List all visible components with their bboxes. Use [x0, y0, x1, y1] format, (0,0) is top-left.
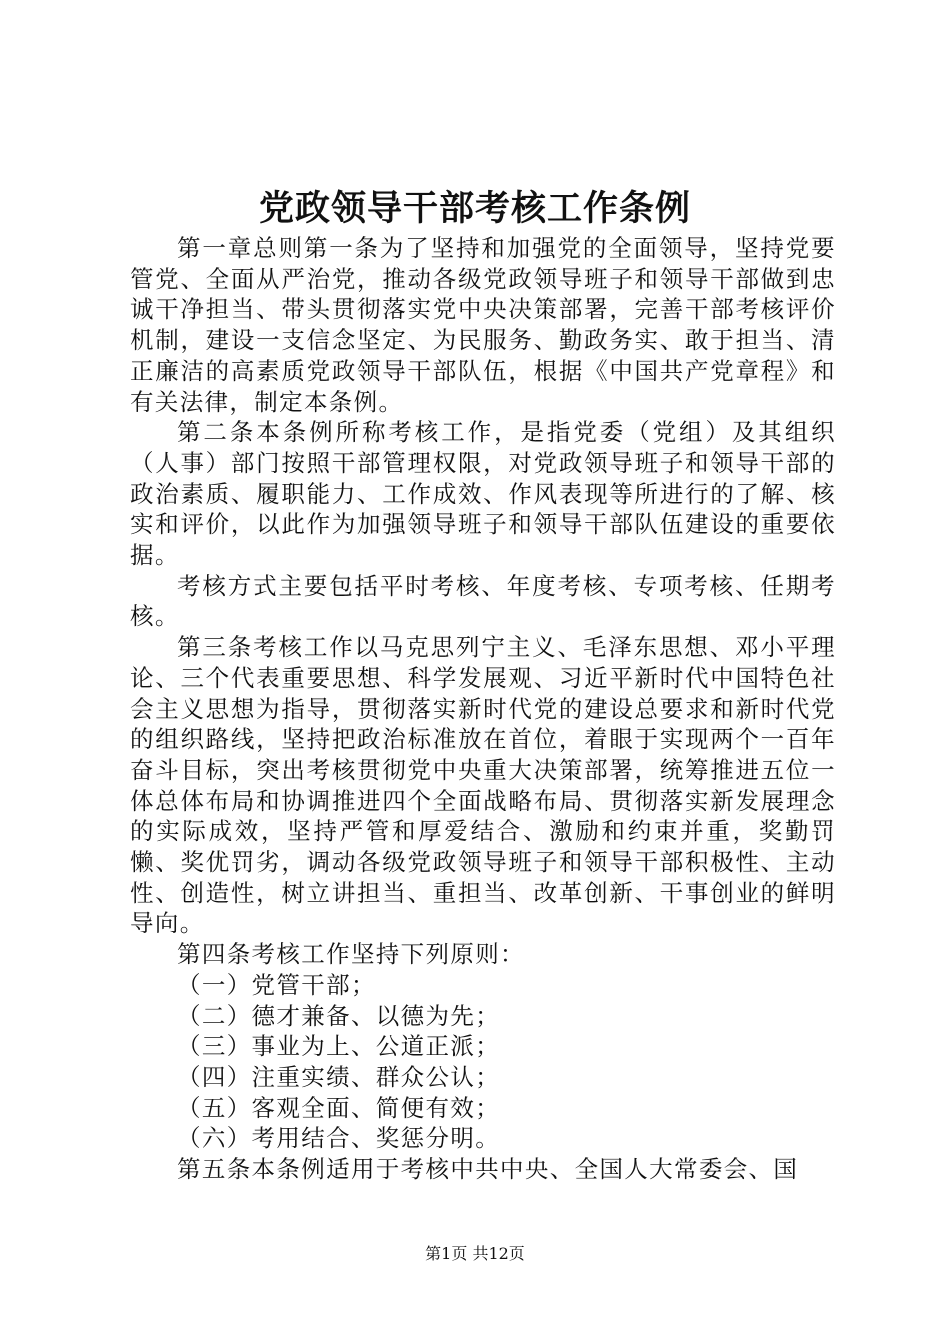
principle-item-1: （一）党管干部；	[177, 970, 376, 999]
paragraph-article-3: 第三条考核工作以马克思列宁主义、毛泽东思想、邓小平理论、三个代表重要思想、科学发展观、习近平新时代中国特色社会主义思想为指导，贯彻落实新时代党的建设总要求和新时代党的组织路线，坚持把政治标准放在首位，着眼于实现两个一百年奋斗目标，突出考核贯彻党中央重大决策部署，统筹推进五位一体总体布局和协调推进四个全面战略布局、贯彻落实新发展理念的实际成效，坚持严管和厚爱结合、激励和约束并重，奖勤罚懒、奖优罚劣，调动各级党政领导班子和领导干部积极性、主动性、创造性，树立讲担当、重担当、改革创新、干事创业的鲜明导向。	[130, 633, 836, 938]
paragraph-article-1: 第一章总则第一条为了坚持和加强党的全面领导，坚持党要管党、全面从严治党，推动各级党政领导班子和领导干部做到忠诚干净担当、带头贯彻落实党中央决策部署，完善干部考核评价机制，建设一支信念坚定、为民服务、勤政务实、敢于担当、清正廉洁的高素质党政领导干部队伍，根据《中国共产党章程》和有关法律，制定本条例。	[130, 234, 836, 416]
principle-item-4: （四）注重实绩、群众公认；	[177, 1062, 501, 1091]
paragraph-article-4: 第四条考核工作坚持下列原则：	[177, 940, 525, 969]
document-body	[130, 233, 836, 1185]
principle-item-6: （六）考用结合、奖惩分明。	[177, 1124, 501, 1153]
principle-item-3: （三）事业为上、公道正派；	[177, 1032, 501, 1061]
paragraph-assessment-methods: 考核方式主要包括平时考核、年度考核、专项考核、任期考核。	[130, 571, 836, 631]
principle-item-5: （五）客观全面、简便有效；	[177, 1093, 501, 1122]
paragraph-article-5: 第五条本条例适用于考核中共中央、全国人大常委会、国	[177, 1155, 799, 1184]
page-number-footer: 第1页 共12页	[425, 1244, 525, 1263]
paragraph-article-2: 第二条本条例所称考核工作，是指党委（党组）及其组织（人事）部门按照干部管理权限，对党政领导班子和领导干部的政治素质、履职能力、工作成效、作风表现等所进行的了解、核实和评价，以此作为加强领导班子和领导干部队伍建设的重要依据。	[130, 418, 836, 570]
principle-item-2: （二）德才兼备、以德为先；	[177, 1001, 501, 1030]
document-title: 党政领导干部考核工作条例	[258, 188, 691, 229]
